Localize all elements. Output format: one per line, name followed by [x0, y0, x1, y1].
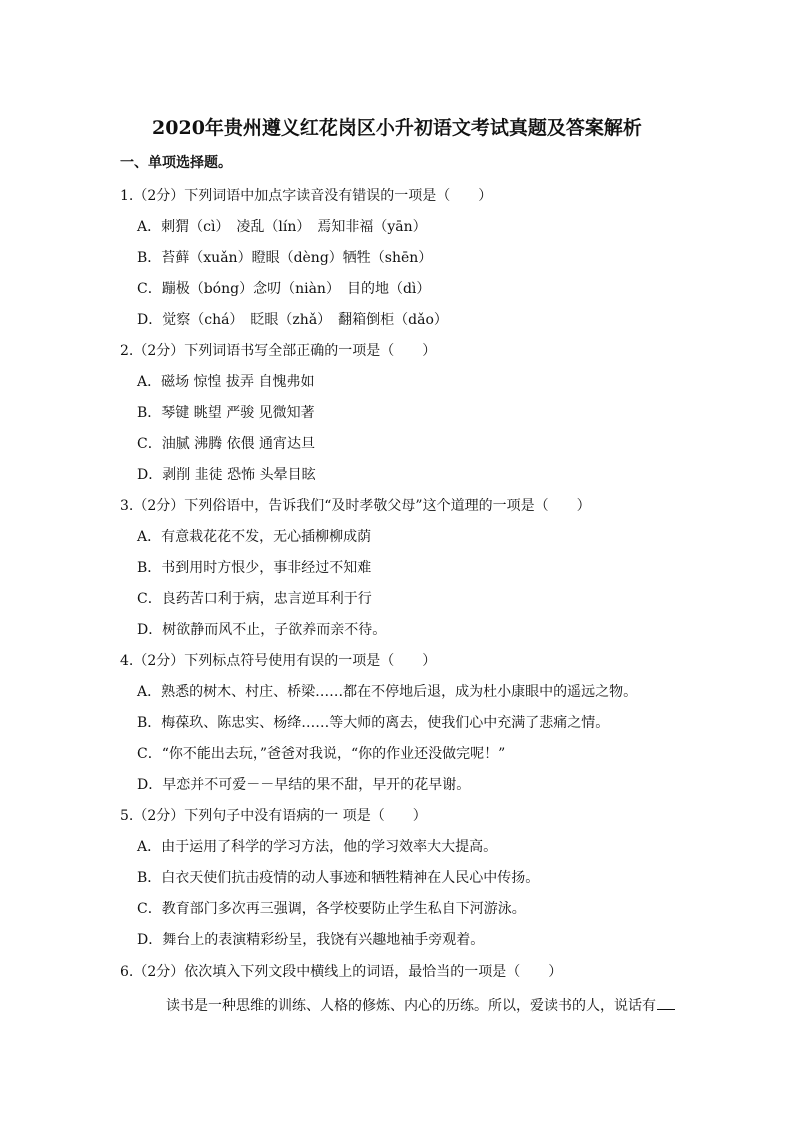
question-4-option-c: C．“你不能出去玩，”爸爸对我说，“你的作业还没做完呢！” — [137, 746, 506, 762]
question-5-option-d: D．舞台上的表演精彩纷呈，我饶有兴趣地袖手旁观着。 — [137, 932, 485, 948]
fill-in-blank — [657, 995, 675, 1010]
question-5-option-a: A．由于运用了科学的学习方法，他的学习效率大大提高。 — [137, 839, 498, 855]
question-3-option-c: C．良药苦口利于病，忠言逆耳利于行 — [137, 591, 372, 607]
question-5-option-b: B．白衣天使们抗击疫情的动人事迹和牺牲精神在人民心中传扬。 — [137, 870, 540, 886]
question-6-passage — [166, 995, 675, 1017]
question-4-option-d: D．早恋并不可爱－－早结的果不甜，早开的花早谢。 — [137, 777, 471, 793]
passage-text: 读书是一种思维的训练、人格的修炼、内心的历练。所以，爱读书的人，说话有 — [166, 998, 656, 1014]
question-2-stem: 2.（2分）下列词语书写全部正确的一项是（ ） — [120, 343, 437, 359]
question-2-option-a: A．磁场 惊惶 拔弄 自愧弗如 — [137, 374, 315, 390]
question-6-stem: 6.（2分）依次填入下列文段中横线上的词语，最恰当的一项是（ ） — [120, 964, 563, 980]
question-1-option-c: C．蹦极（bóng）念叨（niàn） 目的地（dì） — [137, 281, 431, 297]
question-1-option-d: D．觉察（chá） 眨眼（zhǎ） 翻箱倒柜（dǎo） — [137, 312, 448, 328]
question-4-option-a: A．熟悉的树木、村庄、桥梁……都在不停地后退，成为杜小康眼中的遥远之物。 — [137, 684, 638, 700]
question-1-option-a: A．刺猬（cì） 凌乱（lín） 焉知非福（yān） — [137, 219, 427, 235]
question-3-option-d: D．树欲静而风不止，子欲养而亲不待。 — [137, 622, 387, 638]
question-2-option-c: C．油腻 沸腾 依偎 通宵达旦 — [137, 436, 316, 452]
question-4-stem: 4.（2分）下列标点符号使用有误的一项是（ ） — [120, 653, 437, 669]
question-3-stem: 3.（2分）下列俗语中，告诉我们“及时孝敬父母”这个道理的一项是（ ） — [120, 498, 591, 514]
question-1-stem: 1.（2分）下列词语中加点字读音没有错误的一项是（ ） — [120, 188, 493, 204]
question-3-option-a: A．有意栽花花不发，无心插柳柳成荫 — [137, 529, 372, 545]
question-5-stem: 5.（2分）下列句子中没有语病的一 项是（ ） — [120, 808, 427, 824]
document-title: 2020年贵州遵义红花岗区小升初语文考试真题及答案解析 — [152, 117, 642, 139]
question-4-option-b: B．梅葆玖、陈忠实、杨绛……等大师的离去，使我们心中充满了悲痛之情。 — [137, 715, 610, 731]
question-3-option-b: B．书到用时方恨少，事非经过不知难 — [137, 560, 372, 576]
question-2-option-b: B．琴键 眺望 严骏 见微知著 — [137, 405, 315, 421]
section-heading: 一、单项选择题。 — [120, 155, 232, 171]
question-5-option-c: C．教育部门多次再三强调，各学校要防止学生私自下河游泳。 — [137, 901, 526, 917]
question-1-option-b: B．苔藓（xuǎn）瞪眼（dèng）牺牲（shēn） — [137, 250, 433, 266]
question-2-option-d: D．剥削 韭徒 恐怖 头晕目眩 — [137, 467, 316, 483]
